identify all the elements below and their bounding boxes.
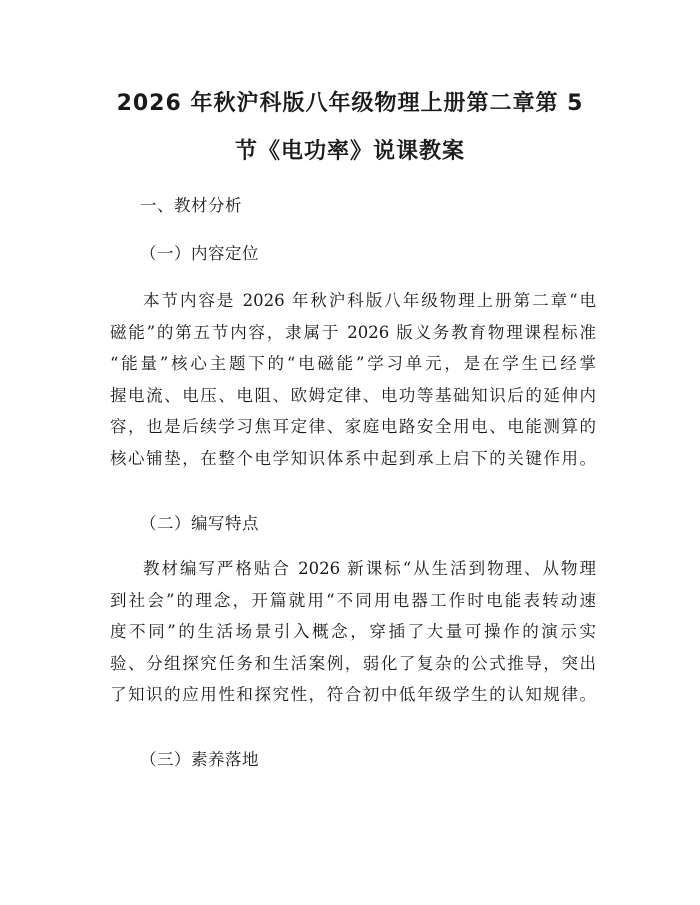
paragraph-line: 教材编写严格贴合 2026 新课标“从生活到物理、从物理: [143, 559, 596, 578]
document-title-line-1: 2026 年秋沪科版八年级物理上册第二章第 5: [116, 91, 584, 116]
paragraph-line: 核心铺垫，在整个电学知识体系中起到承上启下的关键作用。: [110, 448, 596, 468]
paragraph-line: 到社会”的理念，开篇就用“不同用电器工作时电能表转动速: [110, 590, 596, 610]
paragraph-content-positioning: [110, 285, 596, 474]
paragraph-line: “能量”核心主题下的“电磁能”学习单元，是在学生已经掌: [110, 354, 596, 373]
paragraph-line: 验、分组探究任务和生活案例，弱化了复杂的公式推导，突出: [110, 653, 596, 673]
paragraph-line: 容，也是后续学习焦耳定律、家庭电路安全用电、电能测算的: [110, 417, 596, 436]
paragraph-line: 握电流、电压、电阻、欧姆定律、电功等基础知识后的延伸内: [110, 385, 596, 405]
section-heading-textbook-analysis: 一、教材分析: [140, 196, 242, 215]
subsection-heading-writing-features: （二）编写特点: [140, 514, 259, 533]
paragraph-line: 度不同”的生活场景引入概念，穿插了大量可操作的演示实: [110, 622, 596, 641]
paragraph-line: 磁能”的第五节内容，隶属于 2026 版义务教育物理课程标准: [110, 322, 596, 342]
paragraph-line: 本节内容是 2026 年秋沪科版八年级物理上册第二章“电: [143, 291, 596, 310]
paragraph-line: 了知识的应用性和探究性，符合初中低年级学生的认知规律。: [110, 685, 596, 704]
subsection-heading-literacy-implementation: （三）素养落地: [140, 750, 259, 769]
document-title-line-2: 节《电功率》说课教案: [234, 139, 465, 164]
paragraph-writing-features: [110, 553, 596, 711]
subsection-heading-content-positioning: （一）内容定位: [140, 244, 259, 263]
